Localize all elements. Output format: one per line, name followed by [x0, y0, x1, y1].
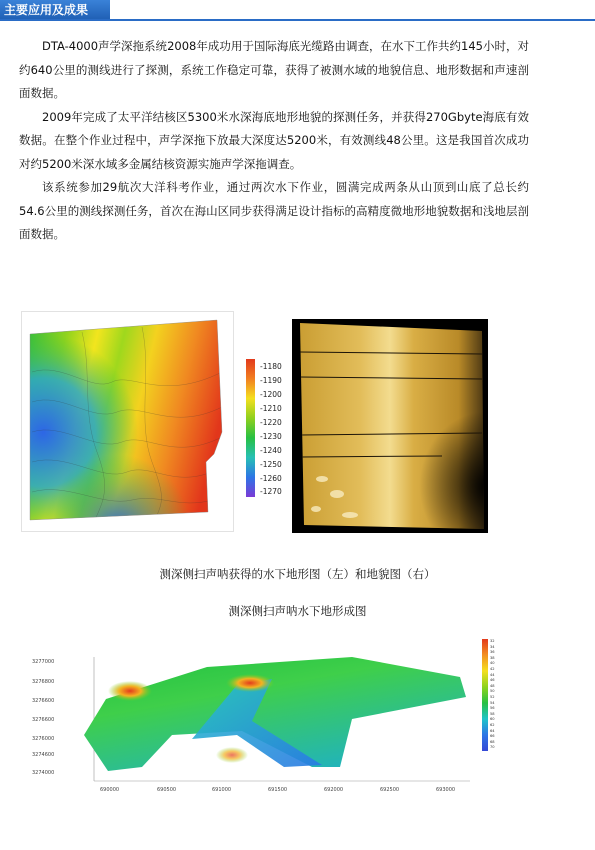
y-axis-tick: 3276000: [32, 736, 55, 742]
legend-tick: 46: [490, 678, 495, 683]
sidescan-image-graphic: [292, 319, 488, 533]
legend-tick: 42: [490, 667, 495, 671]
section-header-rule: [0, 19, 595, 21]
x-axis-tick: 691000: [212, 787, 232, 793]
legend-tick: 32: [490, 639, 495, 643]
legend-tick: 40: [490, 661, 495, 666]
legend-tick: 60: [490, 717, 495, 722]
y-axis-tick: 3276600: [32, 698, 55, 704]
legend-label: -1200: [260, 390, 282, 399]
legend-label: -1220: [260, 418, 282, 427]
legend-label: -1240: [260, 446, 282, 455]
legend-tick: 44: [490, 672, 495, 677]
x-axis-tick: 691500: [268, 787, 288, 793]
y-axis-tick: 3274600: [32, 752, 55, 758]
legend-tick: 70: [490, 745, 495, 750]
x-axis-tick: 690000: [100, 787, 120, 793]
section-header-title: 主要应用及成果: [4, 3, 89, 17]
x-axis-tick: 690500: [157, 787, 177, 793]
terrain-3d-graphic: [22, 639, 482, 801]
legend-tick: 36: [490, 650, 495, 655]
legend-label: -1180: [260, 362, 282, 371]
legend-tick: 58: [490, 711, 495, 716]
x-axis-tick: 693000: [436, 787, 456, 793]
section-header-tab: [0, 0, 110, 20]
terrain-3d-colorbar: [482, 639, 488, 751]
x-axis-tick: 692000: [324, 787, 344, 793]
body-text: [19, 35, 529, 247]
legend-label: -1230: [260, 432, 282, 441]
legend-tick: 54: [490, 700, 495, 705]
legend-tick: 34: [490, 644, 495, 649]
depth-legend: [246, 359, 290, 497]
legend-tick: 56: [490, 706, 495, 711]
paragraph-3: 该系统参加29航次大洋科考作业，通过两次水下作业，圆满完成两条从山顶到山底了总长约54.6公里的测线探测任务，首次在海山区同步获得满足设计指标的高精度微地形地貌数据和浅地层剖面数据。: [19, 180, 529, 241]
figure-caption: 测深侧扫声呐获得的水下地形图（左）和地貌图（右）: [159, 567, 436, 581]
sidescan-image: [292, 319, 488, 533]
legend-label: -1260: [260, 474, 282, 483]
terrain-3d-legend: [482, 639, 512, 751]
paragraph-1: DTA-4000声学深拖系统2008年成功用于国际海底光缆路由调查，在水下工作共约145小时，对约640公里的测线进行了探测，系统工作稳定可靠，获得了被测水域的地貌信息、地形数据和声速剖面数据。: [19, 39, 529, 100]
y-axis-tick: 3276800: [32, 679, 55, 685]
legend-tick: 66: [490, 734, 495, 739]
figure-caption: 测深侧扫声呐水下地形成图: [228, 604, 367, 618]
y-axis-tick: 3277000: [32, 659, 55, 665]
legend-tick: 50: [490, 689, 495, 694]
legend-tick: 38: [490, 655, 495, 660]
legend-tick: 62: [490, 723, 495, 727]
legend-label: -1190: [260, 376, 282, 385]
bathymetry-map: [21, 311, 234, 532]
bathymetry-map-image: [22, 312, 233, 531]
y-axis-tick: 3274000: [32, 770, 55, 776]
legend-label: -1250: [260, 460, 282, 469]
legend-tick: 48: [490, 683, 495, 688]
y-axis-tick: 3276600: [32, 717, 55, 723]
legend-tick: 68: [490, 739, 495, 744]
legend-tick: 64: [490, 728, 495, 733]
terrain-3d-map: [22, 639, 482, 801]
paragraph-2: 2009年完成了太平洋结核区5300米水深海底地形地貌的探测任务，并获得270Gbyte海底有效数据。在整个作业过程中，声学深拖下放最大深度达5200米，有效测线48公里。这是我国首次成功对约5200米深水域多金属结核资源实施声学深拖调查。: [19, 109, 529, 171]
x-axis-tick: 692500: [380, 787, 400, 793]
legend-tick: 52: [490, 695, 495, 699]
depth-legend-colorbar: [246, 359, 255, 497]
legend-label: -1210: [260, 404, 282, 413]
legend-label: -1270: [260, 487, 282, 496]
